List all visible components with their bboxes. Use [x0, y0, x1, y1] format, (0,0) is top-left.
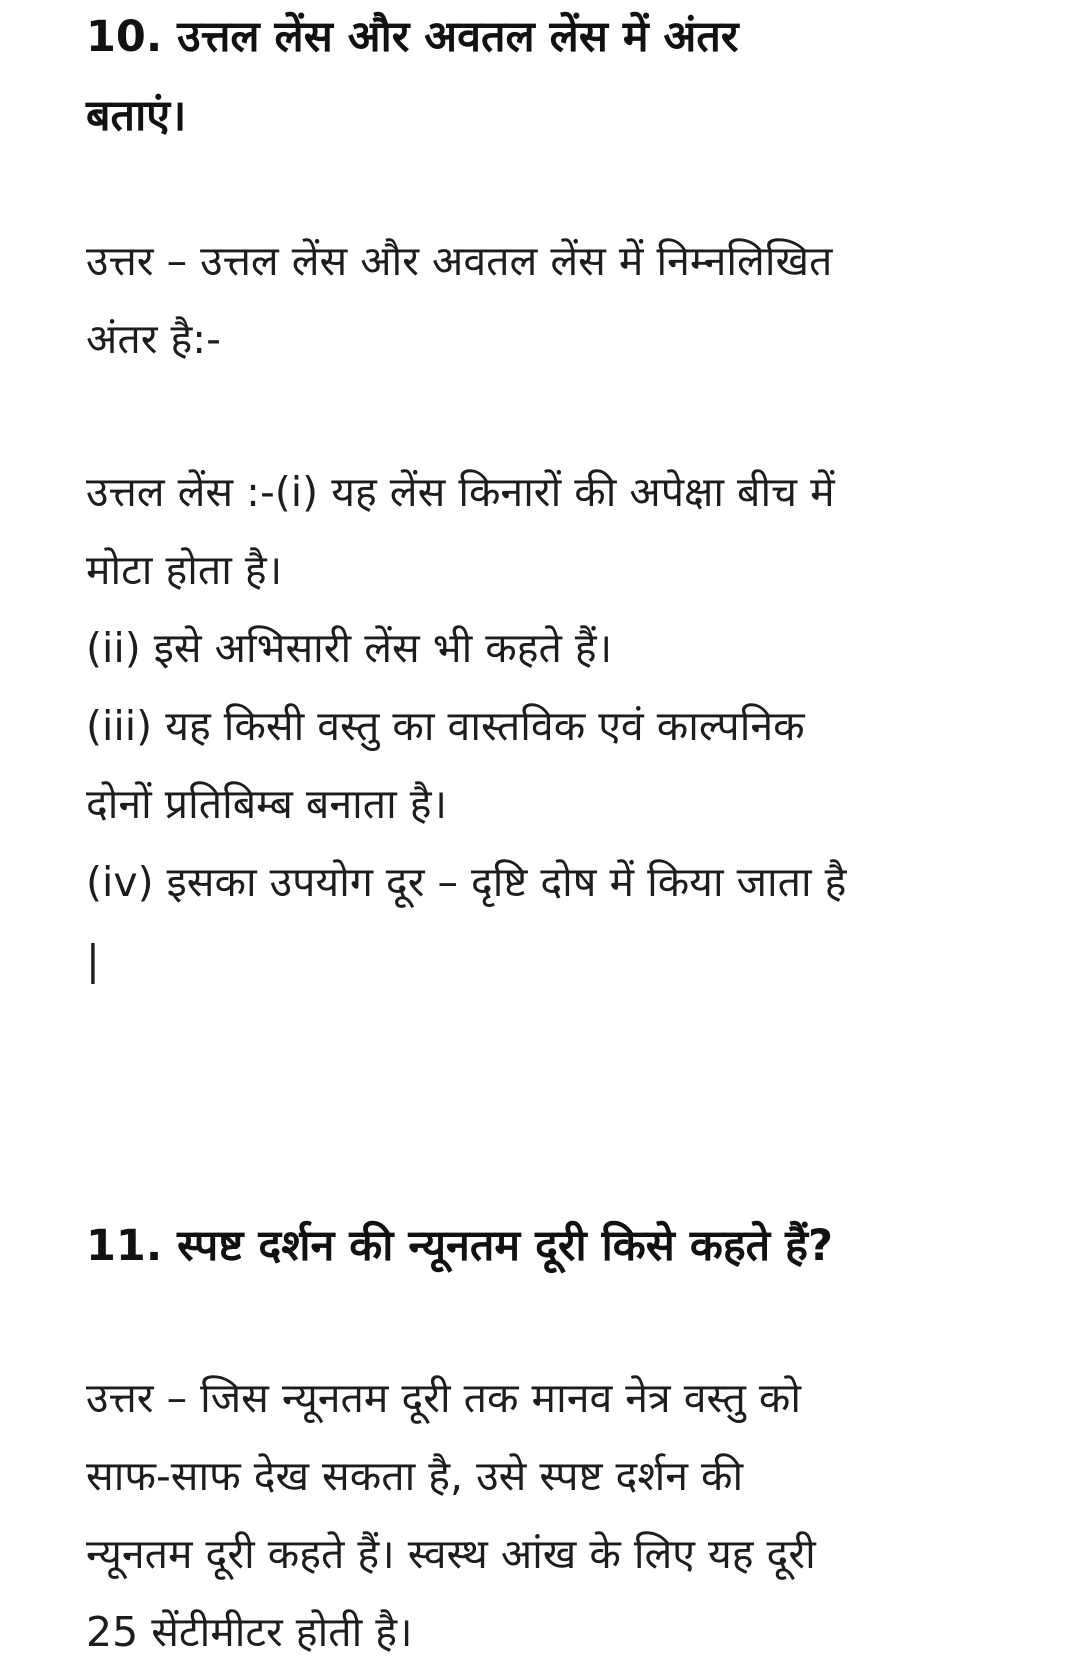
- question-11-heading-line: 11. स्पष्ट दर्शन की न्यूनतम दूरी किसे कहते हैं?: [86, 1221, 833, 1271]
- convex-line-6: (iv) इसका उपयोग दूर – दृष्टि दोष में किया जाता है: [86, 858, 847, 906]
- convex-line-2: मोटा होता है।: [86, 546, 283, 594]
- question-11-answer: [86, 1359, 1021, 1671]
- question-10-heading-line-2: बताएं।: [86, 91, 187, 141]
- answer-11-line-1: उत्तर – जिस न्यूनतम दूरी तक मानव नेत्र वस्तु को: [86, 1374, 801, 1422]
- convex-line-3: (ii) इसे अभिसारी लेंस भी कहते हैं।: [86, 624, 613, 672]
- convex-line-7: |: [86, 936, 100, 984]
- question-10-heading: [86, 0, 1021, 156]
- article-content: [86, 0, 1021, 1671]
- answer-11-line-4: 25 सेंटीमीटर होती है।: [86, 1608, 413, 1656]
- question-11-heading: [86, 1207, 1021, 1286]
- answer-11-line-2: साफ-साफ देख सकता है, उसे स्पष्ट दर्शन की: [86, 1452, 744, 1500]
- answer-11-line-3: न्यूनतम दूरी कहते हैं। स्वस्थ आंख के लिए यह दूरी: [86, 1530, 816, 1578]
- convex-lens-points: [86, 453, 1021, 999]
- convex-line-5: दोनों प्रतिबिम्ब बनाता है।: [86, 780, 448, 828]
- question-10-heading-line-1: 10. उत्तल लेंस और अवतल लेंस में अंतर: [86, 12, 739, 62]
- answer-intro-line-2: अंतर है:-: [86, 315, 221, 363]
- convex-line-1: उत्तल लेंस :-(i) यह लेंस किनारों की अपेक्षा बीच में: [86, 468, 835, 516]
- answer-intro-line-1: उत्तर – उत्तल लेंस और अवतल लेंस में निम्नलिखित: [86, 237, 833, 285]
- convex-line-4: (iii) यह किसी वस्तु का वास्तविक एवं काल्पनिक: [86, 702, 805, 750]
- question-10-answer-intro: [86, 222, 1021, 378]
